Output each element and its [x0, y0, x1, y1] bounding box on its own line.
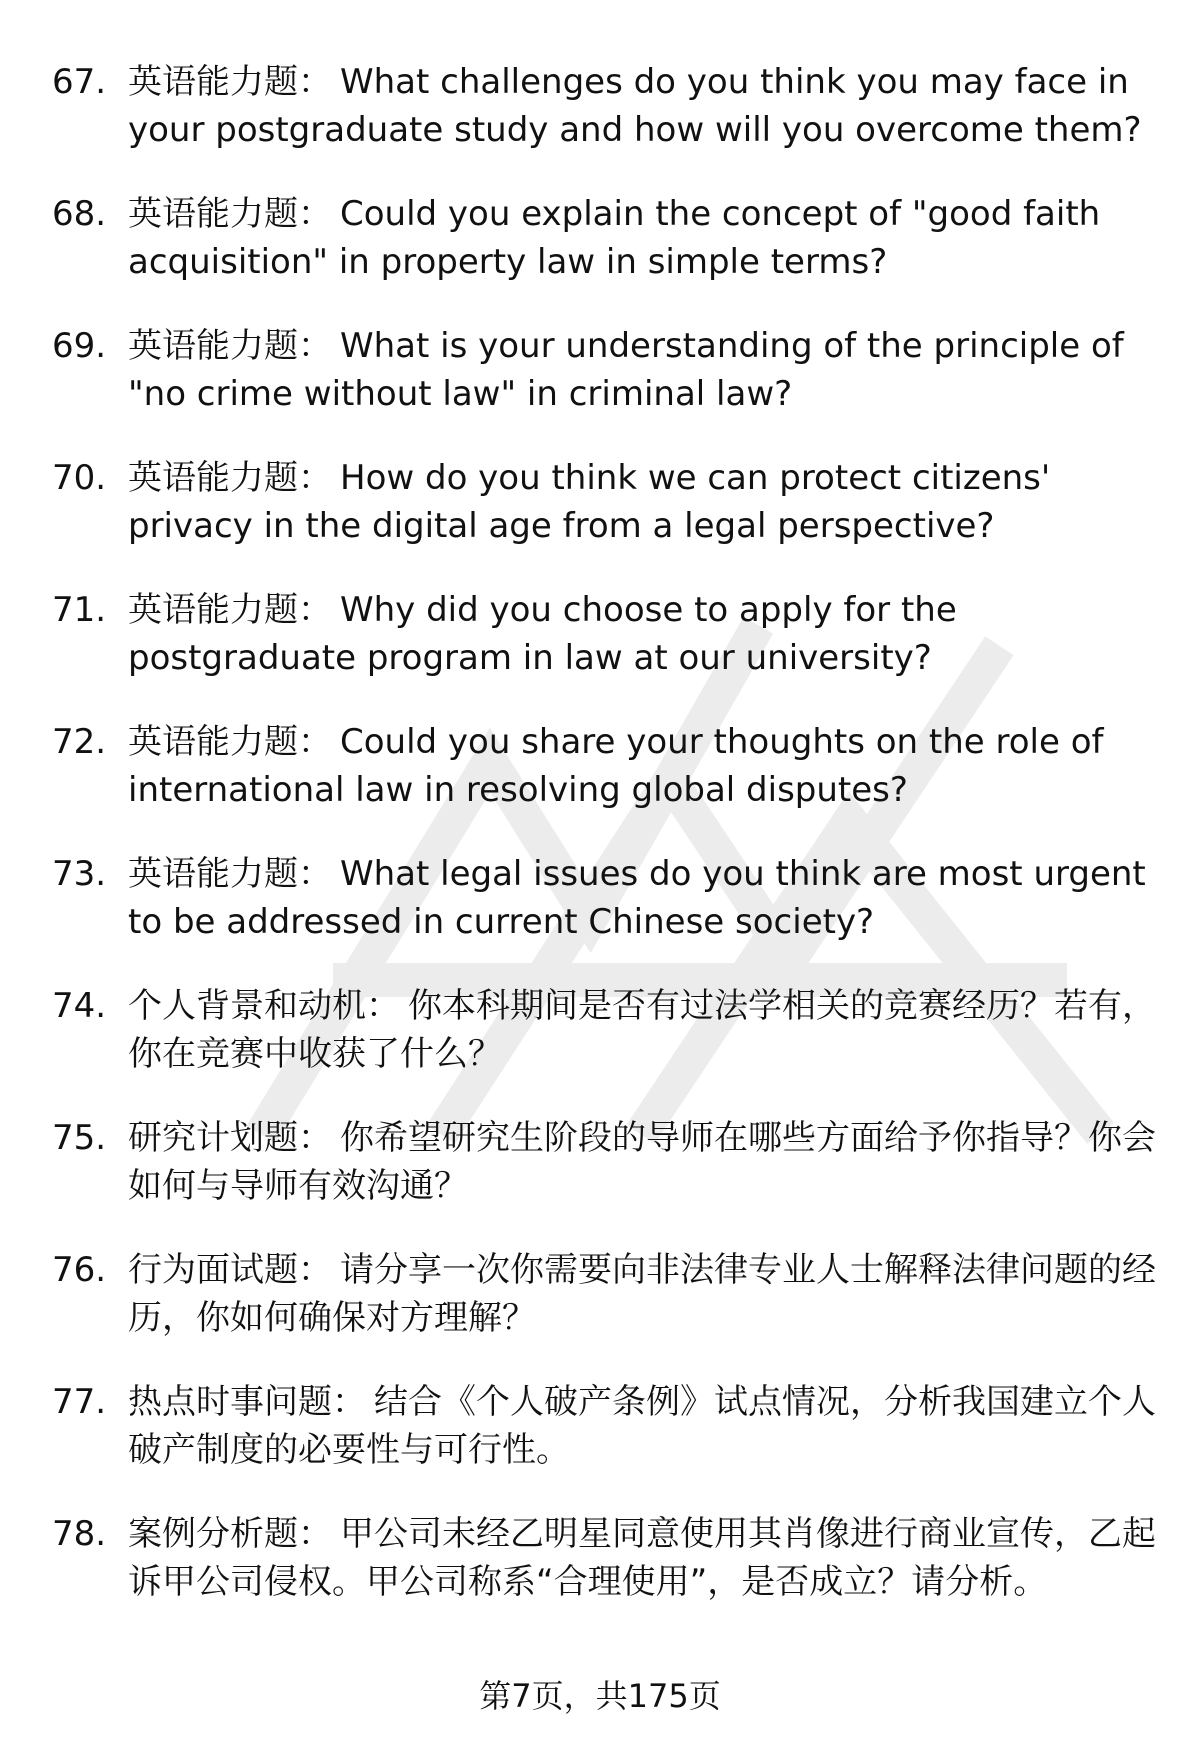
question-number: 76. [52, 1250, 107, 1290]
question-category: 热点时事问题： [128, 1382, 366, 1422]
question-text [128, 1246, 1158, 1342]
question-text [128, 850, 1158, 946]
question-text [128, 58, 1158, 154]
question-number: 77. [52, 1382, 107, 1422]
list-item [0, 322, 1200, 454]
question-category: 个人背景和动机： [128, 986, 400, 1026]
question-text [128, 718, 1158, 814]
question-number: 72. [52, 722, 107, 762]
question-body: Could you share your thoughts on the role of international law in resolving global disputes? [128, 722, 1104, 810]
list-item [0, 454, 1200, 586]
question-number: 67. [52, 62, 107, 102]
question-number: 78. [52, 1514, 107, 1554]
question-category: 英语能力题： [128, 590, 332, 630]
list-item [0, 718, 1200, 850]
list-item [0, 982, 1200, 1114]
question-text [128, 190, 1158, 286]
question-category: 英语能力题： [128, 854, 332, 894]
question-text [128, 1378, 1158, 1474]
question-body: How do you think we can protect citizens' privacy in the digital age from a legal perspective? [128, 458, 1051, 546]
list-item [0, 586, 1200, 718]
question-category: 英语能力题： [128, 458, 332, 498]
question-text [128, 586, 1158, 682]
question-body: Could you explain the concept of "good faith acquisition" in property law in simple terms? [128, 194, 1101, 282]
question-number: 73. [52, 854, 107, 894]
page-indicator: 第7页，共175页 [479, 1677, 721, 1715]
list-item [0, 1114, 1200, 1246]
question-text [128, 322, 1158, 418]
list-item [0, 1510, 1200, 1660]
question-list [0, 58, 1200, 1660]
question-number: 75. [52, 1118, 107, 1158]
question-category: 研究计划题： [128, 1118, 332, 1158]
question-category: 案例分析题： [128, 1514, 332, 1554]
question-body: What is your understanding of the principle of "no crime without law" in criminal law? [128, 326, 1124, 414]
question-number: 68. [52, 194, 107, 234]
question-text [128, 454, 1158, 550]
question-text [128, 982, 1158, 1078]
question-category: 英语能力题： [128, 194, 332, 234]
question-number: 70. [52, 458, 107, 498]
question-body: 你希望研究生阶段的导师在哪些方面给予你指导？你会如何与导师有效沟通？ [128, 1118, 1156, 1206]
question-body: What legal issues do you think are most urgent to be addressed in current Chinese society? [128, 854, 1146, 942]
question-category: 英语能力题： [128, 722, 332, 762]
list-item [0, 58, 1200, 190]
page-footer [0, 1674, 1200, 1718]
question-body: 甲公司未经乙明星同意使用其肖像进行商业宣传，乙起诉甲公司侵权。甲公司称系“合理使用”，是否成立？请分析。 [128, 1514, 1156, 1602]
question-number: 69. [52, 326, 107, 366]
list-item [0, 1246, 1200, 1378]
question-category: 行为面试题： [128, 1250, 332, 1290]
question-body: What challenges do you think you may face in your postgraduate study and how will you overcome them? [128, 62, 1142, 150]
question-body: Why did you choose to apply for the postgraduate program in law at our university? [128, 590, 957, 678]
question-text [128, 1114, 1158, 1210]
question-text [128, 1510, 1158, 1606]
question-body: 请分享一次你需要向非法律专业人士解释法律问题的经历，你如何确保对方理解？ [128, 1250, 1156, 1338]
question-body: 你本科期间是否有过法学相关的竞赛经历？若有，你在竞赛中收获了什么？ [128, 986, 1156, 1074]
list-item [0, 190, 1200, 322]
question-category: 英语能力题： [128, 62, 332, 102]
question-category: 英语能力题： [128, 326, 332, 366]
question-number: 74. [52, 986, 107, 1026]
list-item [0, 850, 1200, 982]
question-body: 结合《个人破产条例》试点情况，分析我国建立个人破产制度的必要性与可行性。 [128, 1382, 1156, 1470]
list-item [0, 1378, 1200, 1510]
question-number: 71. [52, 590, 107, 630]
